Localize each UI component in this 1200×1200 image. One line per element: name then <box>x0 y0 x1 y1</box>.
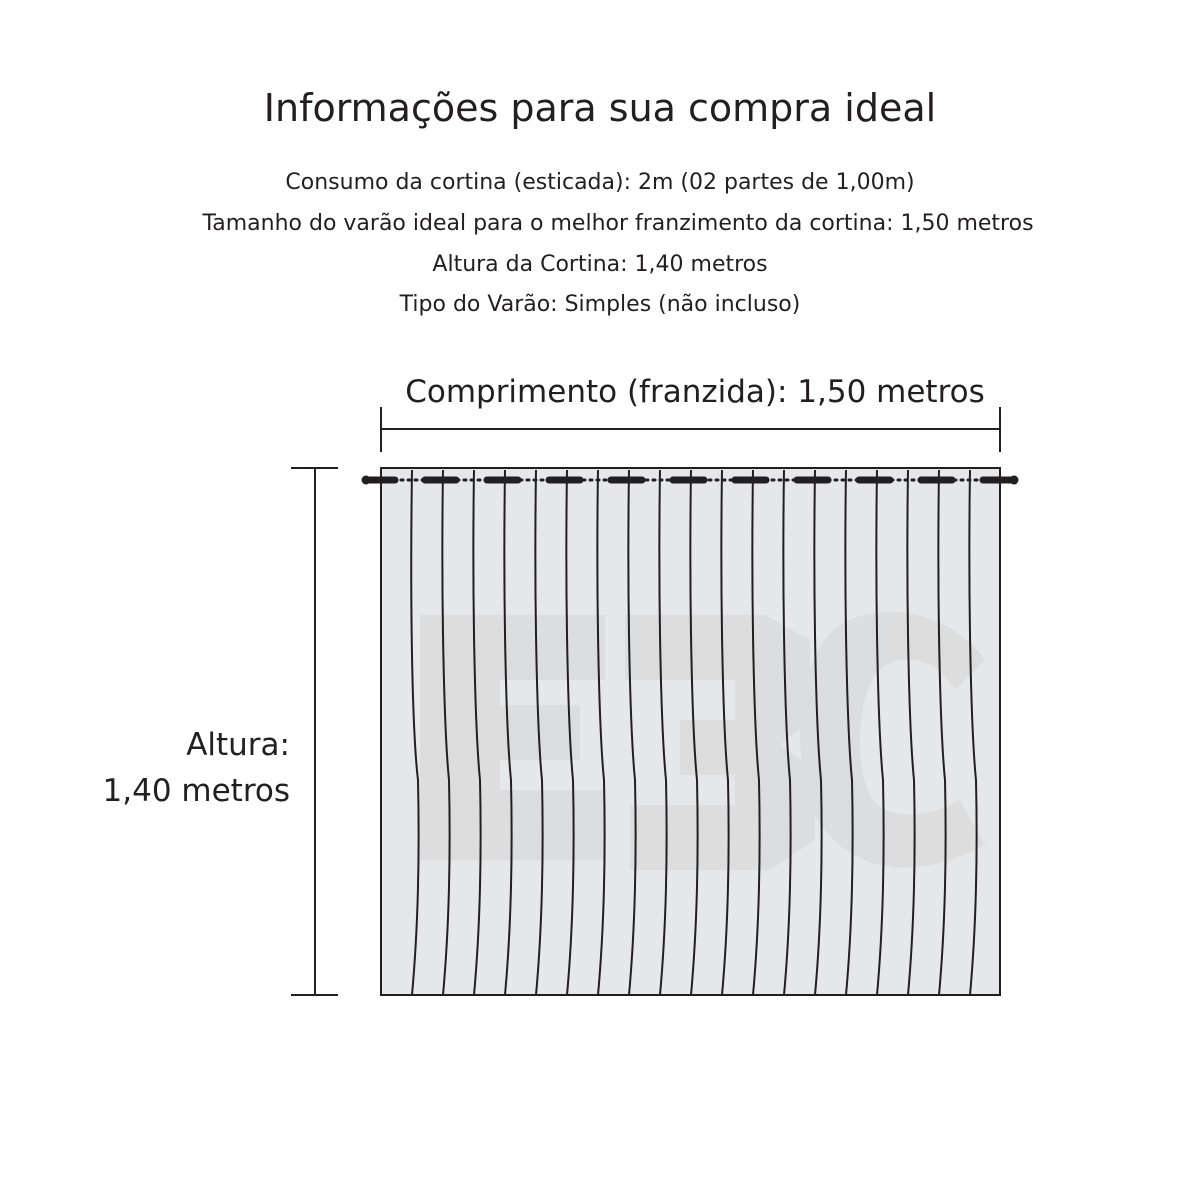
length-label: Comprimento (franzida): 1,50 metros <box>405 374 985 410</box>
rod-size-info: Tamanho do varão ideal para o melhor franzimento da cortina: 1,50 metros <box>202 211 1034 236</box>
page-title: Informações para sua compra ideal <box>263 86 937 130</box>
height-label-line1: Altura: <box>186 727 290 763</box>
height-label-line2: 1,40 metros <box>102 773 290 809</box>
width-dimension <box>381 407 1000 452</box>
height-dimension <box>291 468 338 995</box>
rod-type-info: Tipo do Varão: Simples (não incluso) <box>399 292 801 317</box>
height-info: Altura da Cortina: 1,40 metros <box>432 252 768 277</box>
consumption-info: Consumo da cortina (esticada): 2m (02 partes de 1,00m) <box>285 170 915 195</box>
height-label <box>60 722 290 814</box>
